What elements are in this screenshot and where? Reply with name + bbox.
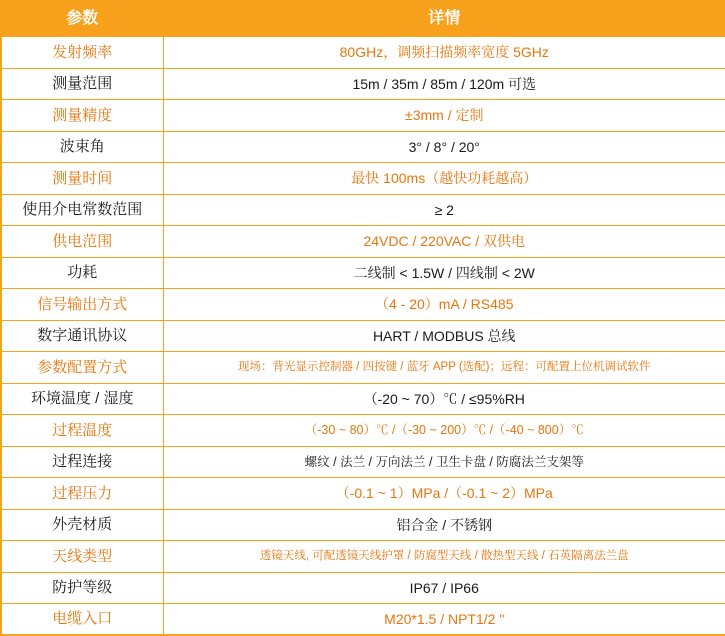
table-row: [1, 289, 725, 321]
detail-cell: HART / MODBUS 总线: [163, 320, 725, 352]
detail-cell: 二线制 < 1.5W / 四线制 < 2W: [163, 257, 725, 289]
detail-cell: （-0.1 ~ 1）MPa /（-0.1 ~ 2）MPa: [163, 478, 725, 510]
parameter-cell: 过程温度: [1, 415, 163, 447]
detail-cell: 3° / 8° / 20°: [163, 131, 725, 163]
table-row: [1, 446, 725, 478]
parameter-cell: 功耗: [1, 257, 163, 289]
detail-cell: （4 - 20）mA / RS485: [163, 289, 725, 321]
parameter-cell: 天线类型: [1, 541, 163, 573]
detail-cell: M20*1.5 / NPT1/2 ": [163, 604, 725, 636]
detail-cell: IP67 / IP66: [163, 572, 725, 604]
table-header: [1, 1, 725, 37]
table-row: [1, 478, 725, 510]
table-row: [1, 226, 725, 258]
parameter-cell: 波束角: [1, 131, 163, 163]
column-header-detail: 详情: [163, 1, 725, 37]
parameter-cell: 供电范围: [1, 226, 163, 258]
detail-cell: 铝合金 / 不锈钢: [163, 509, 725, 541]
detail-cell: 现场：背光显示控制器 / 四按键 / 蓝牙 APP (选配)；远程：可配置上位机调试软件: [163, 352, 725, 384]
detail-cell: 24VDC / 220VAC / 双供电: [163, 226, 725, 258]
table-row: [1, 320, 725, 352]
parameter-cell: 防护等级: [1, 572, 163, 604]
table-row: [1, 509, 725, 541]
table-row: [1, 415, 725, 447]
parameter-cell: 参数配置方式: [1, 352, 163, 384]
parameter-cell: 信号输出方式: [1, 289, 163, 321]
table-row: [1, 604, 725, 636]
table-header-row: [1, 1, 725, 37]
parameter-cell: 测量范围: [1, 68, 163, 100]
table-row: [1, 131, 725, 163]
table-row: [1, 68, 725, 100]
detail-cell: 最快 100ms（越快功耗越高）: [163, 163, 725, 195]
detail-cell: 80GHz，调频扫描频率宽度 5GHz: [163, 37, 725, 69]
detail-cell: 透镜天线, 可配透镜天线护罩 / 防腐型天线 / 散热型天线 / 石英隔离法兰盘: [163, 541, 725, 573]
detail-cell: 15m / 35m / 85m / 120m 可选: [163, 68, 725, 100]
table-row: [1, 37, 725, 69]
parameter-cell: 电缆入口: [1, 604, 163, 636]
table-row: [1, 541, 725, 573]
parameter-cell: 环境温度 / 湿度: [1, 383, 163, 415]
table-row: [1, 194, 725, 226]
table-body: [1, 37, 725, 636]
parameter-cell: 过程连接: [1, 446, 163, 478]
detail-cell: （-30 ~ 80）℃ /（-30 ~ 200）℃ /（-40 ~ 800）℃: [163, 415, 725, 447]
table-row: [1, 352, 725, 384]
parameter-cell: 发射频率: [1, 37, 163, 69]
table-row: [1, 257, 725, 289]
detail-cell: （-20 ~ 70）℃ / ≤95%RH: [163, 383, 725, 415]
parameter-cell: 过程压力: [1, 478, 163, 510]
parameter-cell: 测量精度: [1, 100, 163, 132]
parameter-cell: 外壳材质: [1, 509, 163, 541]
detail-cell: 螺纹 / 法兰 / 万向法兰 / 卫生卡盘 / 防腐法兰支架等: [163, 446, 725, 478]
table-row: [1, 100, 725, 132]
table-row: [1, 572, 725, 604]
parameter-cell: 使用介电常数范围: [1, 194, 163, 226]
table-row: [1, 383, 725, 415]
parameter-cell: 数字通讯协议: [1, 320, 163, 352]
detail-cell: ≥ 2: [163, 194, 725, 226]
parameter-cell: 测量时间: [1, 163, 163, 195]
detail-cell: ±3mm / 定制: [163, 100, 725, 132]
table-row: [1, 163, 725, 195]
column-header-parameter: 参数: [1, 1, 163, 37]
